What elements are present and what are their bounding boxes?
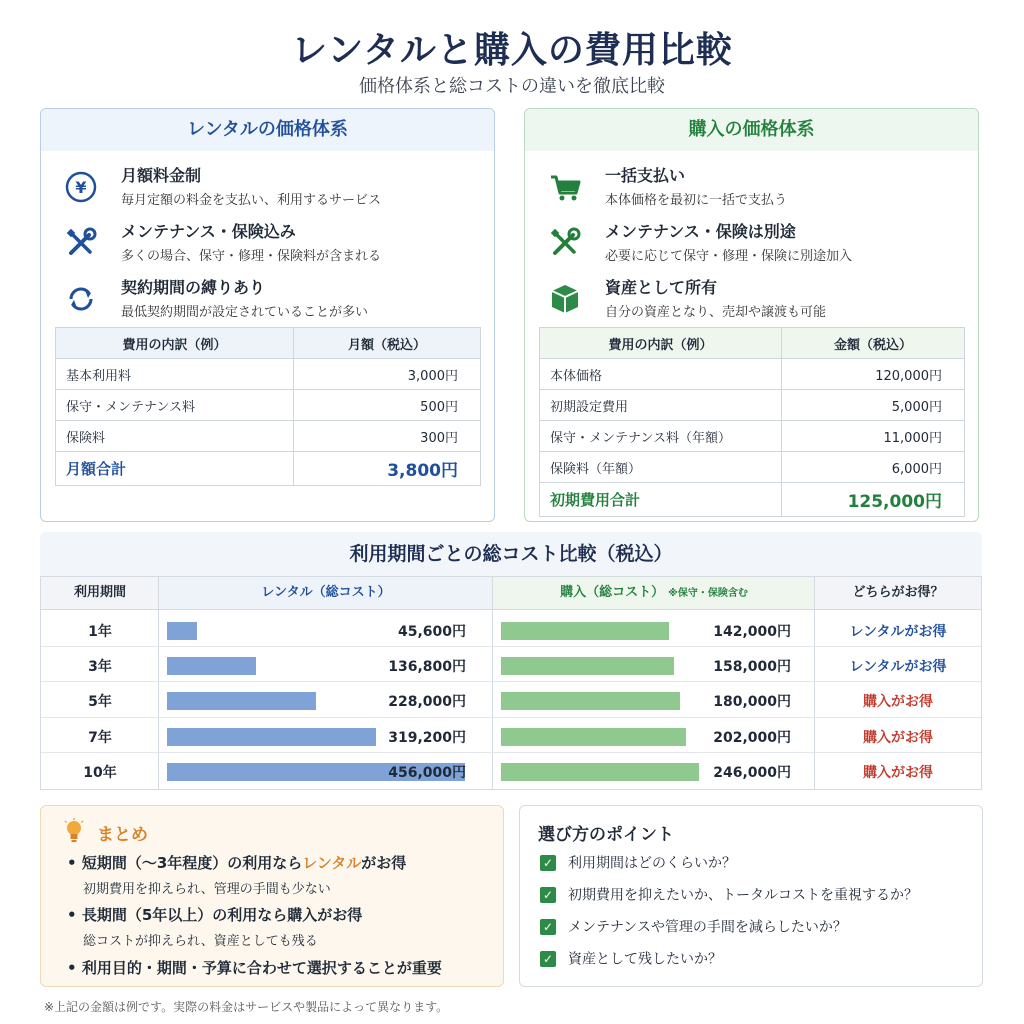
- wrench-screwdriver-icon: [63, 225, 99, 261]
- feature-title: 契約期間の縛りあり: [121, 278, 266, 297]
- comparison-chart: [40, 576, 982, 790]
- summary-box: [40, 805, 504, 987]
- table-row: [56, 359, 481, 390]
- summary-item-short-term: • 短期間（〜3年程度）の利用ならレンタルがお得: [67, 854, 407, 872]
- feature-title: 資産として所有: [605, 278, 718, 297]
- table-total-row: [540, 483, 965, 517]
- table-header: 月額（税込）: [294, 328, 481, 359]
- table-header: 費用の内訳（例）: [56, 328, 294, 359]
- verdict-label: レンタルがお得: [849, 624, 947, 640]
- feature-desc: 自分の資産となり、売却や譲渡も可能: [605, 305, 827, 320]
- buy-feature-lump-sum: [547, 163, 967, 215]
- cost-value: 120,000円: [782, 359, 965, 390]
- column-header-buy-label: 購入（総コスト）: [560, 585, 665, 600]
- table-row: [540, 452, 965, 483]
- summary-text: がお得: [361, 854, 407, 872]
- rental-cost-table: [55, 327, 481, 486]
- verdict-label: 購入がお得: [863, 764, 933, 781]
- checkbox-checked-icon: ✓: [540, 855, 556, 871]
- total-value: 125,000円: [782, 483, 965, 517]
- verdict-label: レンタルがお得: [849, 659, 947, 676]
- cost-label: 保守・メンテナンス料（年額）: [540, 421, 782, 452]
- verdict-label: 購入がお得: [863, 729, 933, 746]
- summary-highlight-rental: レンタル: [302, 854, 362, 872]
- cost-label: 保険料: [56, 421, 294, 452]
- column-header-buy: [493, 577, 815, 609]
- summary-heading: まとめ: [97, 825, 148, 845]
- rental-value-label: 319,200円: [388, 729, 466, 746]
- lightbulb-icon: [63, 818, 85, 844]
- verdict-label: 購入がお得: [863, 694, 933, 711]
- rental-feature-contract: [63, 275, 483, 327]
- table-row: [56, 390, 481, 421]
- cost-value: 6,000円: [782, 452, 965, 483]
- buy-value-label: 142,000円: [713, 624, 791, 640]
- checklist-text: メンテナンスや管理の手間を減らしたいか？: [568, 919, 847, 936]
- rental-bar: [167, 622, 197, 640]
- period-label: 1年: [88, 624, 112, 640]
- checklist-text: 初期費用を抑えたいか、トータルコストを重視するか？: [568, 887, 918, 904]
- checkbox-checked-icon: ✓: [540, 887, 556, 903]
- rental-value-label: 228,000円: [388, 694, 466, 711]
- buy-bar: [501, 657, 674, 675]
- comparison-heading: 利用期間ごとの総コスト比較（税込）: [40, 532, 982, 576]
- rental-bar: [167, 728, 376, 746]
- summary-item-choose: • 利用目的・期間・予算に合わせて選択することが重要: [67, 959, 442, 977]
- wrench-screwdriver-icon: [547, 225, 583, 261]
- buy-bar: [501, 728, 686, 746]
- table-header: 費用の内訳（例）: [540, 328, 782, 359]
- table-row: [540, 359, 965, 390]
- yen-coin-icon: [63, 169, 99, 205]
- checklist-text: 利用期間はどのくらいか？: [568, 855, 736, 872]
- buy-value-label: 246,000円: [713, 764, 791, 781]
- summary-subtext: 総コストが抑えられ、資産としても残る: [83, 934, 318, 949]
- rental-value-label: 136,800円: [388, 659, 466, 676]
- feature-desc: 多くの場合、保守・修理・保険料が含まれる: [121, 249, 382, 264]
- buy-feature-asset: [547, 275, 967, 327]
- package-box-icon: [547, 281, 583, 317]
- table-row: [56, 421, 481, 452]
- rental-bar: [167, 692, 316, 710]
- checklist-item: [540, 852, 736, 873]
- feature-title: メンテナンス・保険は別途: [605, 222, 796, 241]
- cost-label: 基本利用料: [56, 359, 294, 390]
- buy-value-label: 180,000円: [713, 694, 791, 711]
- rental-bar: [167, 657, 256, 675]
- rental-feature-maintenance: [63, 219, 483, 271]
- feature-desc: 毎月定額の料金を支払い、利用するサービス: [121, 193, 382, 208]
- total-label: 月額合計: [56, 452, 294, 486]
- feature-desc: 本体価格を最初に一括で支払う: [605, 193, 788, 208]
- checklist-text: 資産として残したいか？: [568, 951, 722, 968]
- refresh-cycle-icon: [63, 281, 99, 317]
- total-value: 3,800円: [294, 452, 481, 486]
- feature-title: 一括支払い: [605, 166, 686, 185]
- column-header-buy-note: ※保守・保険含む: [668, 588, 748, 599]
- buy-bar: [501, 692, 680, 710]
- cost-label: 本体価格: [540, 359, 782, 390]
- feature-title: メンテナンス・保険込み: [121, 222, 296, 241]
- rental-value-label: 456,000円: [388, 764, 466, 781]
- table-row: [540, 390, 965, 421]
- buy-value-label: 202,000円: [713, 729, 791, 746]
- checklist-item: [540, 948, 722, 969]
- page-subtitle: 価格体系と総コストの違いを徹底比較: [359, 76, 665, 97]
- total-label: 初期費用合計: [540, 483, 782, 517]
- cost-value: 11,000円: [782, 421, 965, 452]
- rental-card-heading: レンタルの価格体系: [41, 109, 494, 151]
- buy-feature-maintenance: [547, 219, 967, 271]
- buy-value-label: 158,000円: [713, 659, 791, 676]
- summary-item-long-term: • 長期間（5年以上）の利用なら購入がお得: [67, 906, 363, 924]
- cost-label: 保守・メンテナンス料: [56, 390, 294, 421]
- summary-text: 短期間（〜3年程度）の利用なら: [81, 854, 303, 872]
- period-label: 3年: [88, 659, 112, 676]
- cost-label: 初期設定費用: [540, 390, 782, 421]
- cost-value: 5,000円: [782, 390, 965, 421]
- summary-text: 長期間（5年以上）の利用なら購入がお得: [81, 906, 363, 924]
- column-header-rental: レンタル（総コスト）: [159, 577, 493, 609]
- period-label: 7年: [88, 729, 112, 746]
- buy-bar: [501, 622, 669, 640]
- shopping-cart-icon: [547, 169, 583, 205]
- checklist-item: [540, 884, 918, 905]
- footnote: ※上記の金額は例です。実際の料金はサービスや製品によって異なります。: [44, 1000, 449, 1014]
- feature-title: 月額料金制: [121, 166, 202, 185]
- rental-value-label: 45,600円: [397, 624, 466, 640]
- summary-text: 利用目的・期間・予算に合わせて選択することが重要: [81, 959, 442, 977]
- cost-value: 300円: [294, 421, 481, 452]
- buy-pricing-card: [524, 108, 979, 522]
- feature-desc: 必要に応じて保守・修理・保険に別途加入: [605, 249, 853, 264]
- selection-points-box: [519, 805, 983, 987]
- checkbox-checked-icon: ✓: [540, 951, 556, 967]
- rental-feature-monthly: [63, 163, 483, 215]
- cost-label: 保険料（年額）: [540, 452, 782, 483]
- checkbox-checked-icon: ✓: [540, 919, 556, 935]
- checklist-item: [540, 916, 847, 937]
- cost-value: 3,000円: [294, 359, 481, 390]
- column-header-winner: どちらがお得？: [815, 577, 981, 609]
- page-title: レンタルと購入の費用比較: [291, 30, 733, 71]
- rental-pricing-card: [40, 108, 495, 522]
- table-header: 金額（税込）: [782, 328, 965, 359]
- table-row: [540, 421, 965, 452]
- svg-text:¥: ¥: [75, 178, 87, 197]
- summary-subtext: 初期費用を抑えられ、管理の手間も少ない: [83, 882, 331, 897]
- feature-desc: 最低契約期間が設定されていることが多い: [121, 305, 369, 320]
- buy-bar: [501, 763, 699, 781]
- table-total-row: [56, 452, 481, 486]
- cost-value: 500円: [294, 390, 481, 421]
- column-header-period: 利用期間: [41, 577, 159, 609]
- points-heading: 選び方のポイント: [538, 825, 674, 845]
- period-label: 5年: [88, 694, 112, 711]
- buy-card-heading: 購入の価格体系: [525, 109, 978, 151]
- period-label: 10年: [83, 764, 117, 781]
- buy-cost-table: [539, 327, 965, 517]
